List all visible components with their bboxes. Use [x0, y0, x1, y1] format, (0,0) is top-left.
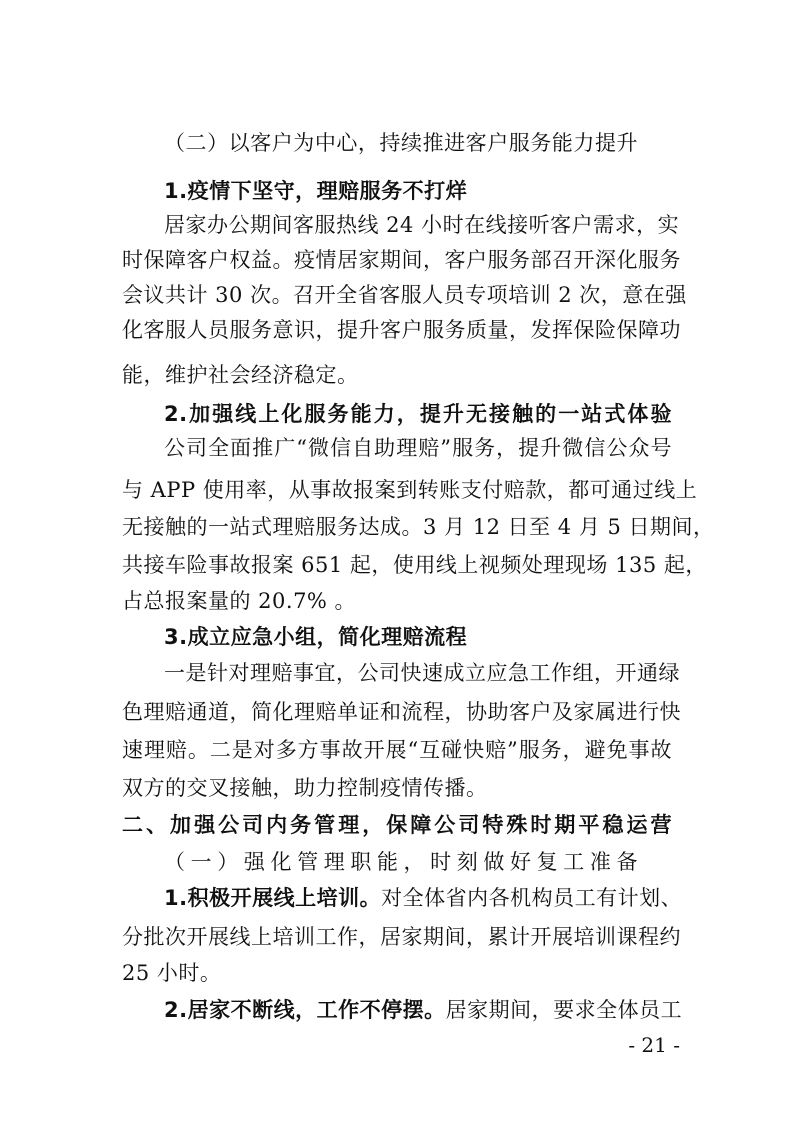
- item-1-line-2: 时保障客户权益。疫情居家期间，客户服务部召开深化服务: [122, 248, 681, 272]
- para-2-lead: 2.居家不断线，工作不停摆。: [164, 998, 446, 1022]
- item-2-title: 2.加强线上化服务能力，提升无接触的一站式体验: [164, 402, 672, 426]
- item-1-line-5: 能，维护社会经济稳定。: [122, 363, 359, 387]
- item-2-line-4: 共接车险事故报案 651 起，使用线上视频处理现场 135 起，: [122, 553, 707, 577]
- subsection-1-heading: （一）强化管理职能，时刻做好复工准备: [164, 850, 638, 874]
- para-2-text: 居家期间，要求全体员工: [445, 998, 683, 1022]
- item-3-line-3: 速理赔。二是对多方事故开展“互碰快赔”服务，避免事故: [122, 738, 672, 762]
- section-2-heading: 二、加强公司内务管理，保障公司特殊时期平稳运营: [122, 813, 672, 837]
- item-3-line-4: 双方的交叉接触，助力控制疫情传播。: [122, 776, 488, 800]
- item-3-title: 3.成立应急小组，简化理赔流程: [164, 625, 468, 649]
- item-1-line-3: 会议共计 30 次。召开全省客服人员专项培训 2 次，意在强: [122, 283, 687, 307]
- heading-customer-service: （二）以客户为中心，持续推进客户服务能力提升: [164, 131, 638, 155]
- para-2-line-1: [164, 995, 683, 1025]
- para-1-line-1: [164, 883, 683, 913]
- page-number: - 21 -: [628, 1033, 680, 1057]
- para-1-lead: 1.积极开展线上培训。: [164, 886, 382, 910]
- item-1-line-1: 居家办公期间客服热线 24 小时在线接听客户需求，实: [164, 213, 680, 237]
- para-1-line-3: 25 小时。: [122, 961, 222, 985]
- para-1-text: 对全体省内各机构员工有计划、: [381, 886, 683, 910]
- para-1-line-2: 分批次开展线上培训工作，居家期间，累计开展培训课程约: [122, 925, 681, 949]
- item-2-line-5: 占总报案量的 20.7% 。: [122, 589, 357, 613]
- item-3-line-2: 色理赔通道，简化理赔单证和流程，协助客户及家属进行快: [122, 700, 681, 724]
- item-2-line-2: 与 APP 使用率，从事故报案到转账支付赔款，都可通过线上: [122, 478, 698, 502]
- item-1-title: 1.疫情下坚守，理赔服务不打烊: [164, 179, 468, 203]
- item-2-line-3: 无接触的一站式理赔服务达成。3 月 12 日至 4 月 5 日期间，: [122, 515, 715, 539]
- item-2-line-1: 公司全面推广“微信自助理赔”服务，提升微信公众号: [164, 436, 672, 460]
- item-1-line-4: 化客服人员服务意识，提升客户服务质量，发挥保险保障功: [122, 318, 681, 342]
- item-3-line-1: 一是针对理赔事宜，公司快速成立应急工作组，开通绿: [164, 661, 680, 685]
